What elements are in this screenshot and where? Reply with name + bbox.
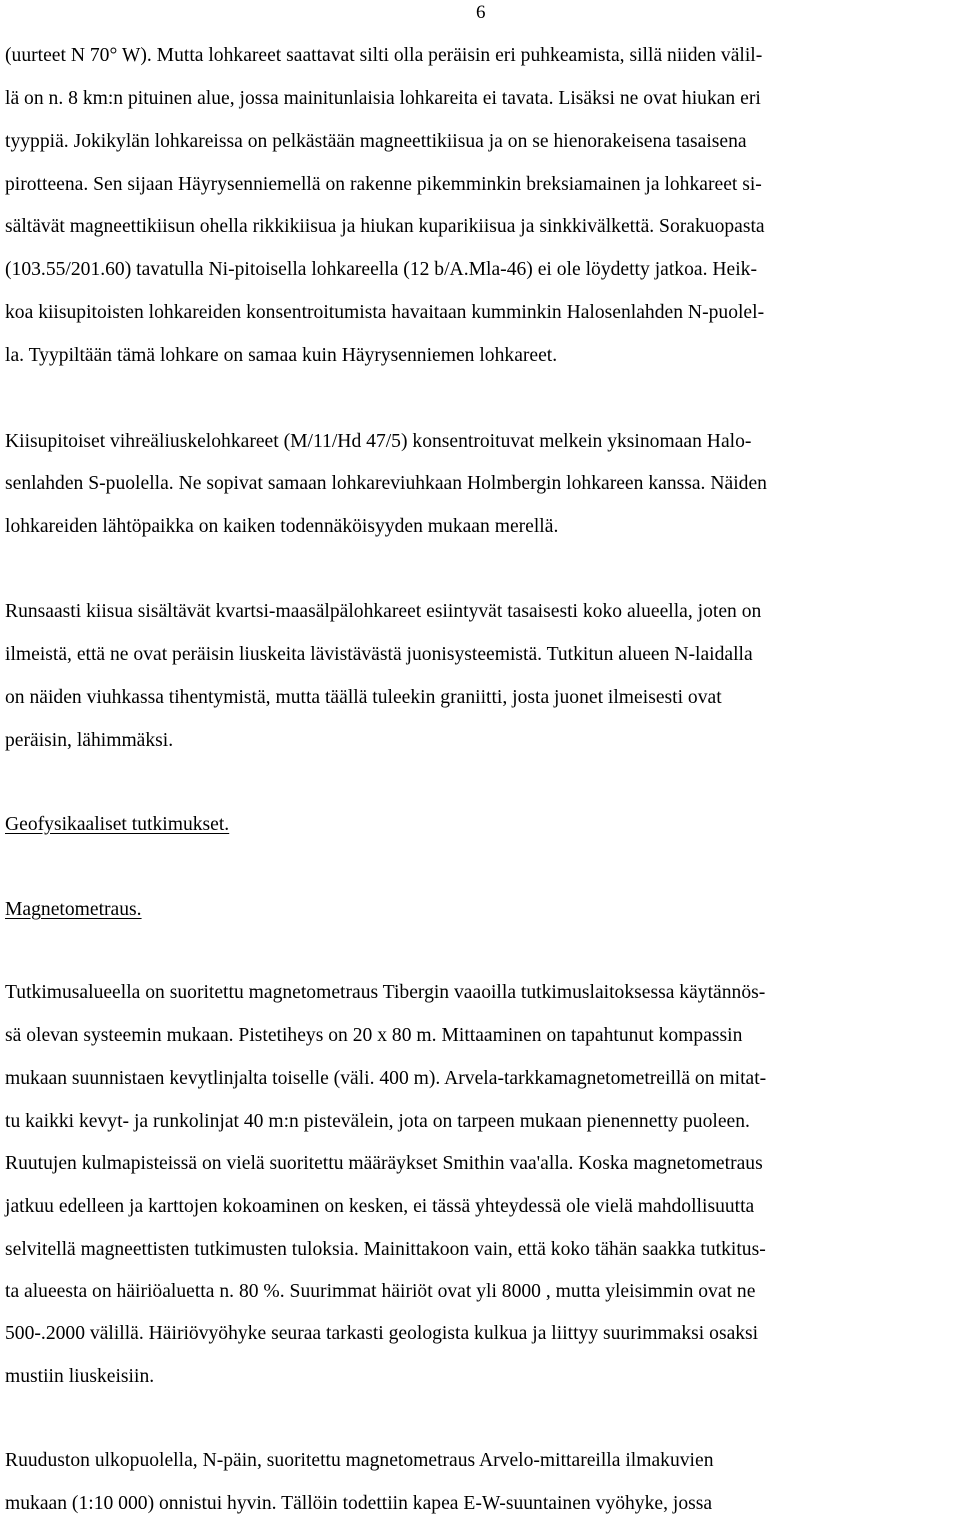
text-line: lohkareiden lähtöpaikka on kaiken todennäköisyyden mukaan merellä. [5,516,559,537]
text-line: koa kiisupitoisten lohkareiden konsentroitumista havaitaan kumminkin Halosenlahden N-puolel- [5,302,765,323]
text-line: tyyppiä. Jokikylän lohkareissa on pelkästään magneettikiisua ja on se hienorakeisena tasaisena [5,131,747,152]
text-line: mukaan (1:10 000) onnistui hyvin. Tällöin todettiin kapea E-W-suuntainen vyöhyke, jossa [5,1493,713,1514]
text-line: (uurteet N 70° W). Mutta lohkareet saattavat silti olla peräisin eri puhkeamista, sillä niiden välil- [5,45,763,66]
text-line: pirotteena. Sen sijaan Häyrysenniemellä on rakenne pikemminkin breksiamainen ja lohkareet si- [5,174,762,195]
text-line: Ruutujen kulmapisteissä on vielä suoritettu määräykset Smithin vaa'alla. Koska magnetometraus [5,1153,763,1174]
text-line: ilmeistä, että ne ovat peräisin liuskeita lävistävästä juonisysteemistä. Tutkitun alueen N-laidalla [5,644,753,665]
text-line: Ruuduston ulkopuolella, N-päin, suoritettu magnetometraus Arvelo-mittareilla ilmakuvien [5,1450,714,1471]
text-line: tu kaikki kevyt- ja runkolinjat 40 m:n pistevälein, jota on tarpeen mukaan pienennetty puoleen. [5,1111,750,1132]
text-line: peräisin, lähimmäksi. [5,730,174,751]
subsection-heading-magnetometraus: Magnetometraus. [5,899,142,920]
text-line: (103.55/201.60) tavatulla Ni-pitoisella lohkareella (12 b/A.Mla-46) ei ole löydetty jatkoa. Heik- [5,259,757,280]
text-line: 500-.2000 välillä. Häiriövyöhyke seuraa tarkasti geologista kulkua ja liittyy suurimmaksi osaksi [5,1323,759,1344]
text-line: selvitellä magneettisten tutkimusten tuloksia. Mainittakoon vain, että koko tähän saakka tutkitus- [5,1239,766,1260]
page-number: 6 [476,2,486,23]
text-line: Tutkimusalueella on suoritettu magnetometraus Tibergin vaaoilla tutkimuslaitoksessa käytännös- [5,982,766,1003]
text-line: Runsaasti kiisua sisältävät kvartsi-maasälpälohkareet esiintyvät tasaisesti koko alueella, joten on [5,601,762,622]
text-line: sältävät magneettikiisun ohella rikkikiisua ja hiukan kuparikiisua ja sinkkivälkettä. Sorakuopasta [5,216,765,237]
text-line: mukaan suunnistaen kevytlinjalta toiselle (väli. 400 m). Arvela-tarkkamagnetometreillä on mitat- [5,1068,767,1089]
text-line: sä olevan systeemin mukaan. Pistetiheys on 20 x 80 m. Mittaaminen on tapahtunut kompassin [5,1025,743,1046]
text-line: jatkuu edelleen ja karttojen kokoaminen on kesken, ei tässä yhteydessä ole vielä mahdollisuutta [5,1196,755,1217]
text-line: ta alueesta on häiriöaluetta n. 80 %. Suurimmat häiriöt ovat yli 8000 , mutta yleisimmin ovat ne [5,1281,756,1302]
text-line: senlahden S-puolella. Ne sopivat samaan lohkareviuhkaan Holmbergin lohkareen kanssa. Näiden [5,473,767,494]
text-line: mustiin liuskeisiin. [5,1366,155,1387]
text-line: Kiisupitoiset vihreäliuskelohkareet (M/11/Hd 47/5) konsentroituvat melkein yksinomaan Halo- [5,431,752,452]
text-line: on näiden viuhkassa tihentymistä, mutta täällä tuleekin graniitti, josta juonet ilmeisesti ovat [5,687,722,708]
text-line: la. Tyypiltään tämä lohkare on samaa kuin Häyrysenniemen lohkareet. [5,345,558,366]
text-line: lä on n. 8 km:n pituinen alue, jossa mainitunlaisia lohkareita ei tavata. Lisäksi ne ovat hiukan eri [5,88,761,109]
section-heading-geofysikaaliset: Geofysikaaliset tutkimukset. [5,814,230,835]
